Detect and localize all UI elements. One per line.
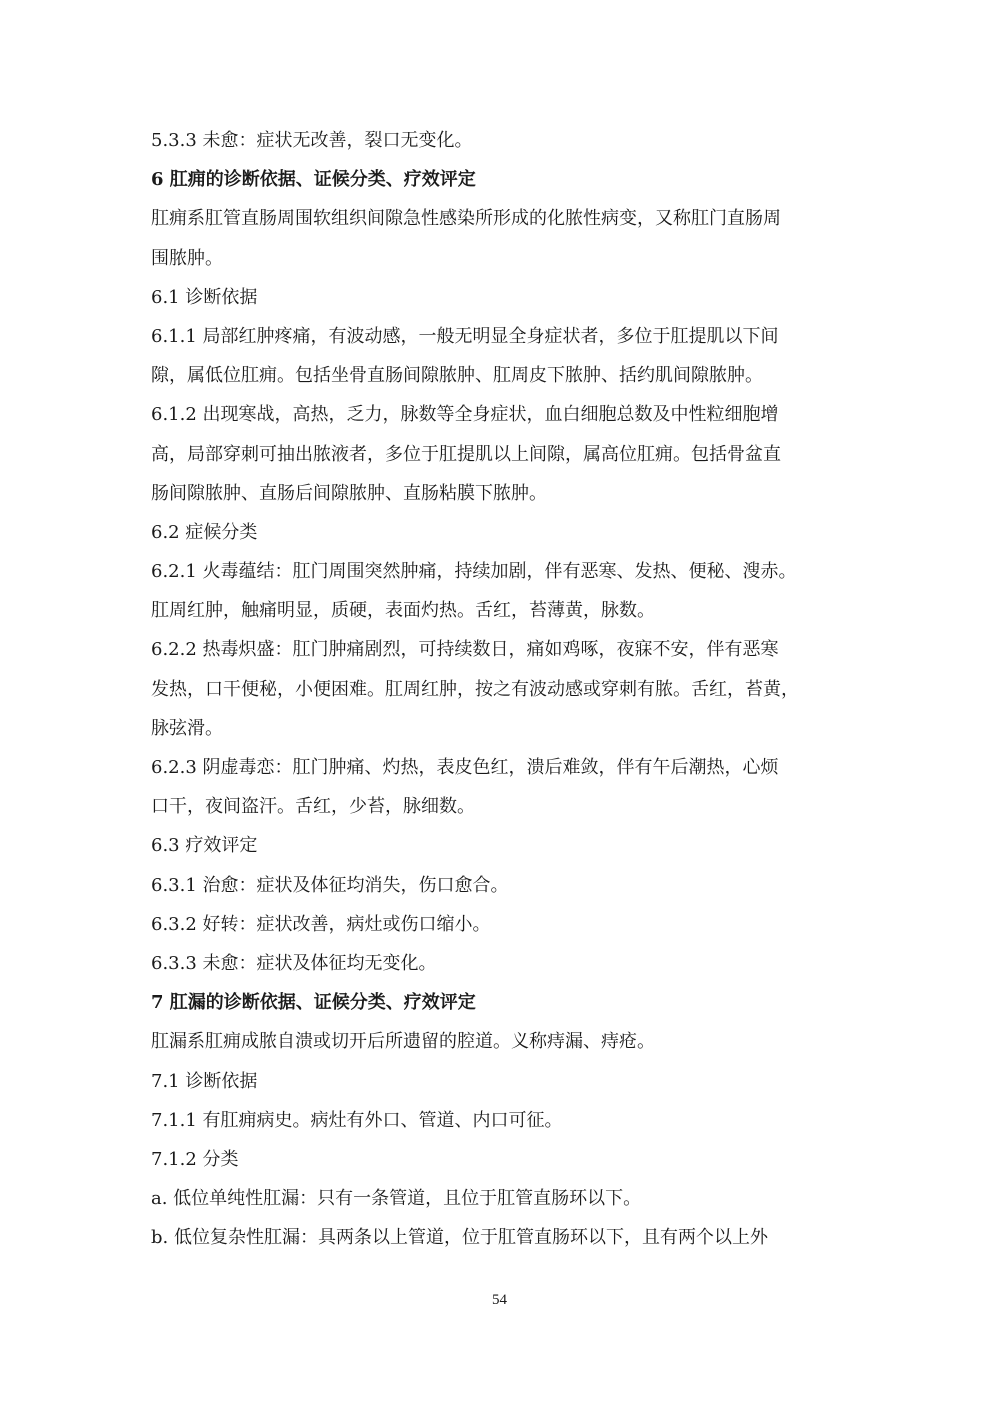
text-line: 肛周红肿，触痛明显，质硬，表面灼热。舌红，苔薄黄，脉数。 [151, 600, 655, 622]
text-line: 肠间隙脓肿、直肠后间隙脓肿、直肠粘膜下脓肿。 [151, 482, 547, 504]
document-body [151, 121, 851, 1257]
text-line: 口干，夜间盗汗。舌红，少苔，脉细数。 [151, 796, 475, 818]
text-line: 肛漏系肛痈成脓自溃或切开后所遗留的腔道。义称痔漏、痔疮。 [151, 1031, 655, 1053]
text-line: 6.1.1 局部红肿疼痛，有波动感，一般无明显全身症状者，多位于肛提肌以下间 [151, 325, 779, 347]
text-line: 脉弦滑。 [151, 717, 223, 739]
text-line: 隙，属低位肛痈。包括坐骨直肠间隙脓肿、肛周皮下脓肿、括约肌间隙脓肿。 [151, 365, 763, 387]
text-line: a. 低位单纯性肛漏：只有一条管道，且位于肛管直肠环以下。 [151, 1188, 642, 1210]
text-line: 围脓肿。 [151, 247, 223, 269]
page-number: 54 [492, 1292, 507, 1308]
text-line: 7.1.2 分类 [151, 1148, 239, 1170]
text-line: b. 低位复杂性肛漏：具两条以上管道，位于肛管直肠环以下，且有两个以上外 [151, 1227, 768, 1249]
text-line: 6.3 疗效评定 [151, 835, 258, 857]
text-line: 5.3.3 未愈：症状无改善，裂口无变化。 [151, 130, 473, 151]
section-heading: 7 肛漏的诊断依据、证候分类、疗效评定 [151, 992, 476, 1014]
text-line: 6.2.2 热毒炽盛：肛门肿痛剧烈，可持续数日，痛如鸡啄，夜寐不安，伴有恶寒 [151, 639, 779, 661]
text-line: 6.2.3 阴虚毒恋：肛门肿痛、灼热，表皮色红，溃后难敛，伴有午后潮热，心烦 [151, 757, 779, 778]
text-line: 7.1.1 有肛痈病史。病灶有外口、管道、内口可征。 [151, 1109, 563, 1131]
section-heading: 6 肛痈的诊断依据、证候分类、疗效评定 [151, 169, 476, 191]
text-line: 6.3.3 未愈：症状及体征均无变化。 [151, 952, 437, 974]
text-line: 高，局部穿刺可抽出脓液者，多位于肛提肌以上间隙，属高位肛痈。包括骨盆直 [151, 443, 781, 465]
text-line: 6.1.2 出现寒战，高热，乏力，脉数等全身症状，血白细胞总数及中性粒细胞增 [151, 404, 779, 426]
text-line: 6.2 症候分类 [151, 521, 258, 543]
text-line: 6.1 诊断依据 [151, 286, 258, 308]
text-line: 发热，口干便秘，小便困难。肛周红肿，按之有波动感或穿刺有脓。舌红，苔黄， [151, 678, 799, 700]
text-line: 肛痈系肛管直肠周围软组织间隙急性感染所形成的化脓性病变，又称肛门直肠周 [151, 208, 781, 230]
text-line: 6.3.1 治愈：症状及体征均消失，伤口愈合。 [151, 874, 509, 896]
text-line: 6.2.1 火毒蕴结：肛门周围突然肿痛，持续加剧，伴有恶寒、发热、便秘、溲赤。 [151, 561, 797, 583]
text-line: 6.3.2 好转：症状改善，病灶或伤口缩小。 [151, 913, 491, 935]
text-line: 7.1 诊断依据 [151, 1070, 258, 1092]
